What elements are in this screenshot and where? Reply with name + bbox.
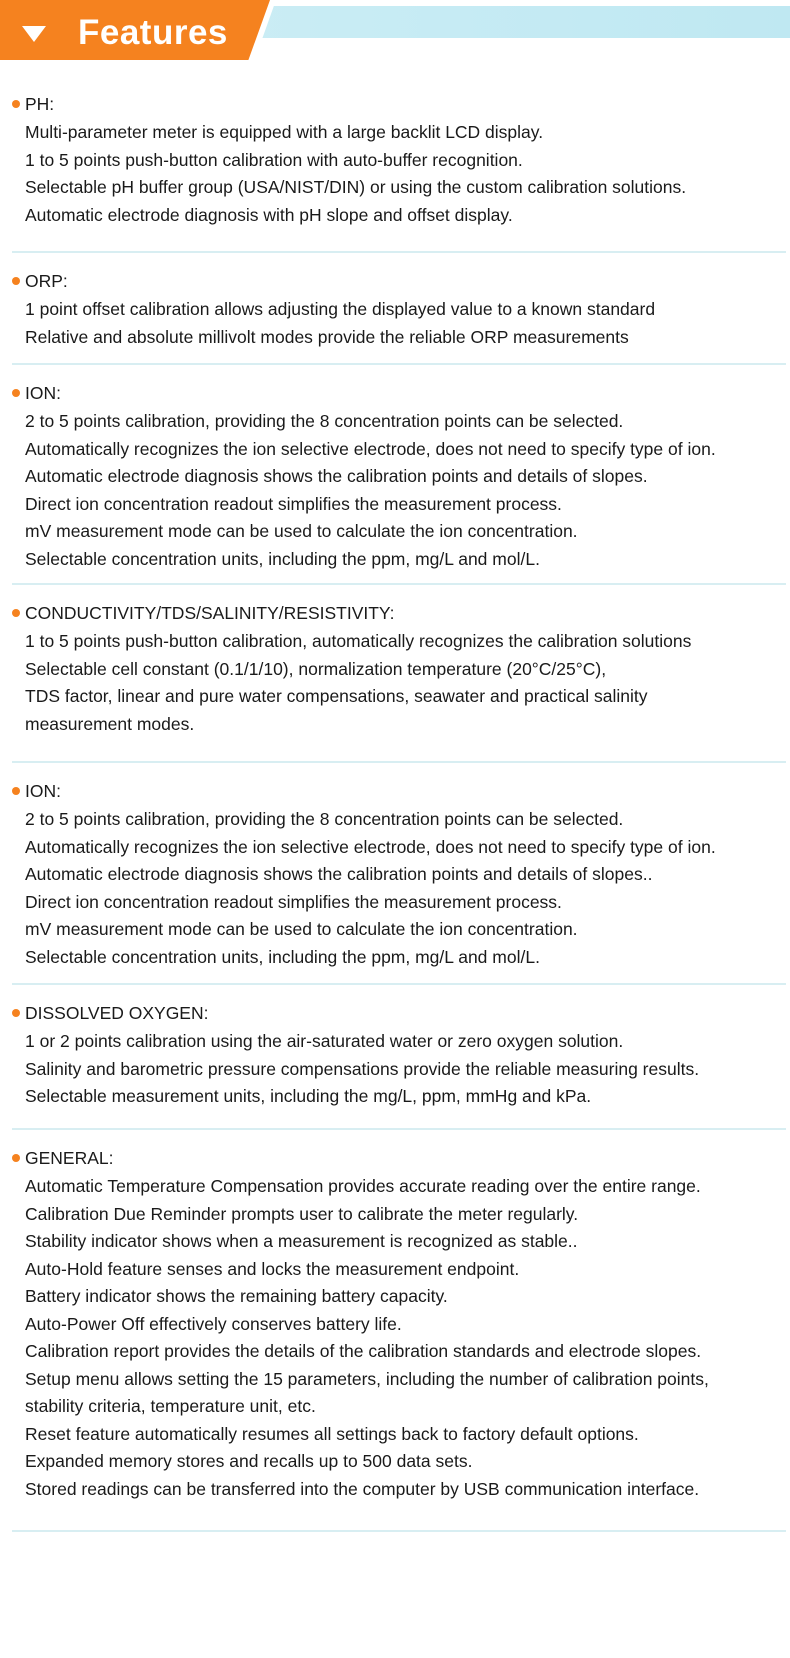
triangle-down-icon	[22, 26, 46, 42]
feature-line: Stored readings can be transferred into the computer by USB communication interface.	[25, 1478, 700, 1499]
feature-line: stability criteria, temperature unit, etc.	[25, 1396, 316, 1416]
feature-line: Direct ion concentration readout simplifies the measurement process.	[25, 493, 562, 514]
feature-line: Automatic electrode diagnosis with pH slope and offset display.	[25, 204, 513, 225]
feature-line: Calibration Due Reminder prompts user to calibrate the meter regularly.	[25, 1203, 579, 1224]
feature-line: Selectable measurement units, including the mg/L, ppm, mmHg and kPa.	[25, 1086, 592, 1106]
feature-line: Relative and absolute millivolt modes provide the reliable ORP measurements	[25, 326, 629, 347]
feature-section	[12, 1130, 786, 1532]
section-title: PH:	[25, 94, 55, 114]
feature-line: Battery indicator shows the remaining battery capacity.	[25, 1286, 448, 1306]
feature-line: Expanded memory stores and recalls up to 500 data sets.	[25, 1451, 473, 1471]
feature-line: Selectable concentration units, including the ppm, mg/L and mol/L.	[25, 548, 540, 569]
feature-line: 1 to 5 points push-button calibration with auto-buffer recognition.	[25, 149, 523, 170]
feature-sections	[0, 80, 790, 1532]
feature-line: Salinity and barometric pressure compensations provide the reliable measuring results.	[25, 1058, 700, 1079]
section-title: ORP:	[25, 271, 68, 291]
bullet-icon	[12, 609, 20, 617]
feature-section	[12, 80, 786, 253]
feature-line: 2 to 5 points calibration, providing the 8 concentration points can be selected.	[25, 809, 624, 829]
feature-line: Automatic electrode diagnosis shows the calibration points and details of slopes..	[25, 864, 653, 884]
feature-line: Calibration report provides the details of the calibration standards and electrode slopes.	[25, 1341, 702, 1361]
section-title: CONDUCTIVITY/TDS/SALINITY/RESISTIVITY:	[25, 603, 395, 623]
feature-line: Automatically recognizes the ion selective electrode, does not need to specify type of ion.	[25, 836, 716, 857]
bullet-icon	[12, 277, 20, 285]
section-title: DISSOLVED OXYGEN:	[25, 1003, 209, 1023]
feature-line: Automatic Temperature Compensation provides accurate reading over the entire range.	[25, 1176, 701, 1196]
bullet-icon	[12, 1154, 20, 1162]
feature-section	[12, 253, 786, 365]
bullet-icon	[12, 389, 20, 397]
feature-section	[12, 985, 786, 1130]
page-title: Features	[78, 13, 228, 52]
section-title: ION:	[25, 781, 61, 801]
feature-section	[12, 585, 786, 763]
features-header	[0, 0, 790, 64]
feature-section	[12, 763, 786, 985]
feature-line: mV measurement mode can be used to calculate the ion concentration.	[25, 919, 578, 939]
feature-line: Automatic electrode diagnosis shows the calibration points and details of slopes.	[25, 466, 648, 486]
feature-line: measurement modes.	[25, 713, 195, 734]
feature-line: mV measurement mode can be used to calculate the ion concentration.	[25, 521, 578, 541]
feature-line: 1 or 2 points calibration using the air-saturated water or zero oxygen solution.	[25, 1031, 624, 1051]
feature-line: Stability indicator shows when a measurement is recognized as stable..	[25, 1231, 578, 1251]
feature-line: Selectable cell constant (0.1/1/10), normalization temperature (20°C/25°C),	[25, 658, 607, 679]
feature-line: Auto-Power Off effectively conserves battery life.	[25, 1313, 402, 1334]
feature-line: 1 to 5 points push-button calibration, automatically recognizes the calibration solutions	[25, 631, 692, 651]
section-title: ION:	[25, 383, 61, 403]
bullet-icon	[12, 787, 20, 795]
feature-line: Direct ion concentration readout simplifies the measurement process.	[25, 891, 562, 912]
feature-line: Reset feature automatically resumes all settings back to factory default options.	[25, 1423, 639, 1444]
feature-line: Auto-Hold feature senses and locks the measurement endpoint.	[25, 1258, 520, 1279]
feature-line: Automatically recognizes the ion selective electrode, does not need to specify type of ion.	[25, 438, 716, 459]
feature-line: Multi-parameter meter is equipped with a large backlit LCD display.	[25, 122, 544, 142]
feature-line: 2 to 5 points calibration, providing the 8 concentration points can be selected.	[25, 411, 624, 431]
feature-line: Selectable pH buffer group (USA/NIST/DIN) or using the custom calibration solutions.	[25, 177, 687, 197]
feature-line: 1 point offset calibration allows adjusting the displayed value to a known standard	[25, 299, 656, 319]
feature-line: Setup menu allows setting the 15 parameters, including the number of calibration points,	[25, 1368, 709, 1389]
feature-line: TDS factor, linear and pure water compensations, seawater and practical salinity	[25, 686, 648, 706]
section-title: GENERAL:	[25, 1148, 114, 1168]
feature-section	[12, 365, 786, 585]
bullet-icon	[12, 1009, 20, 1017]
bullet-icon	[12, 100, 20, 108]
feature-line: Selectable concentration units, including the ppm, mg/L and mol/L.	[25, 946, 540, 967]
